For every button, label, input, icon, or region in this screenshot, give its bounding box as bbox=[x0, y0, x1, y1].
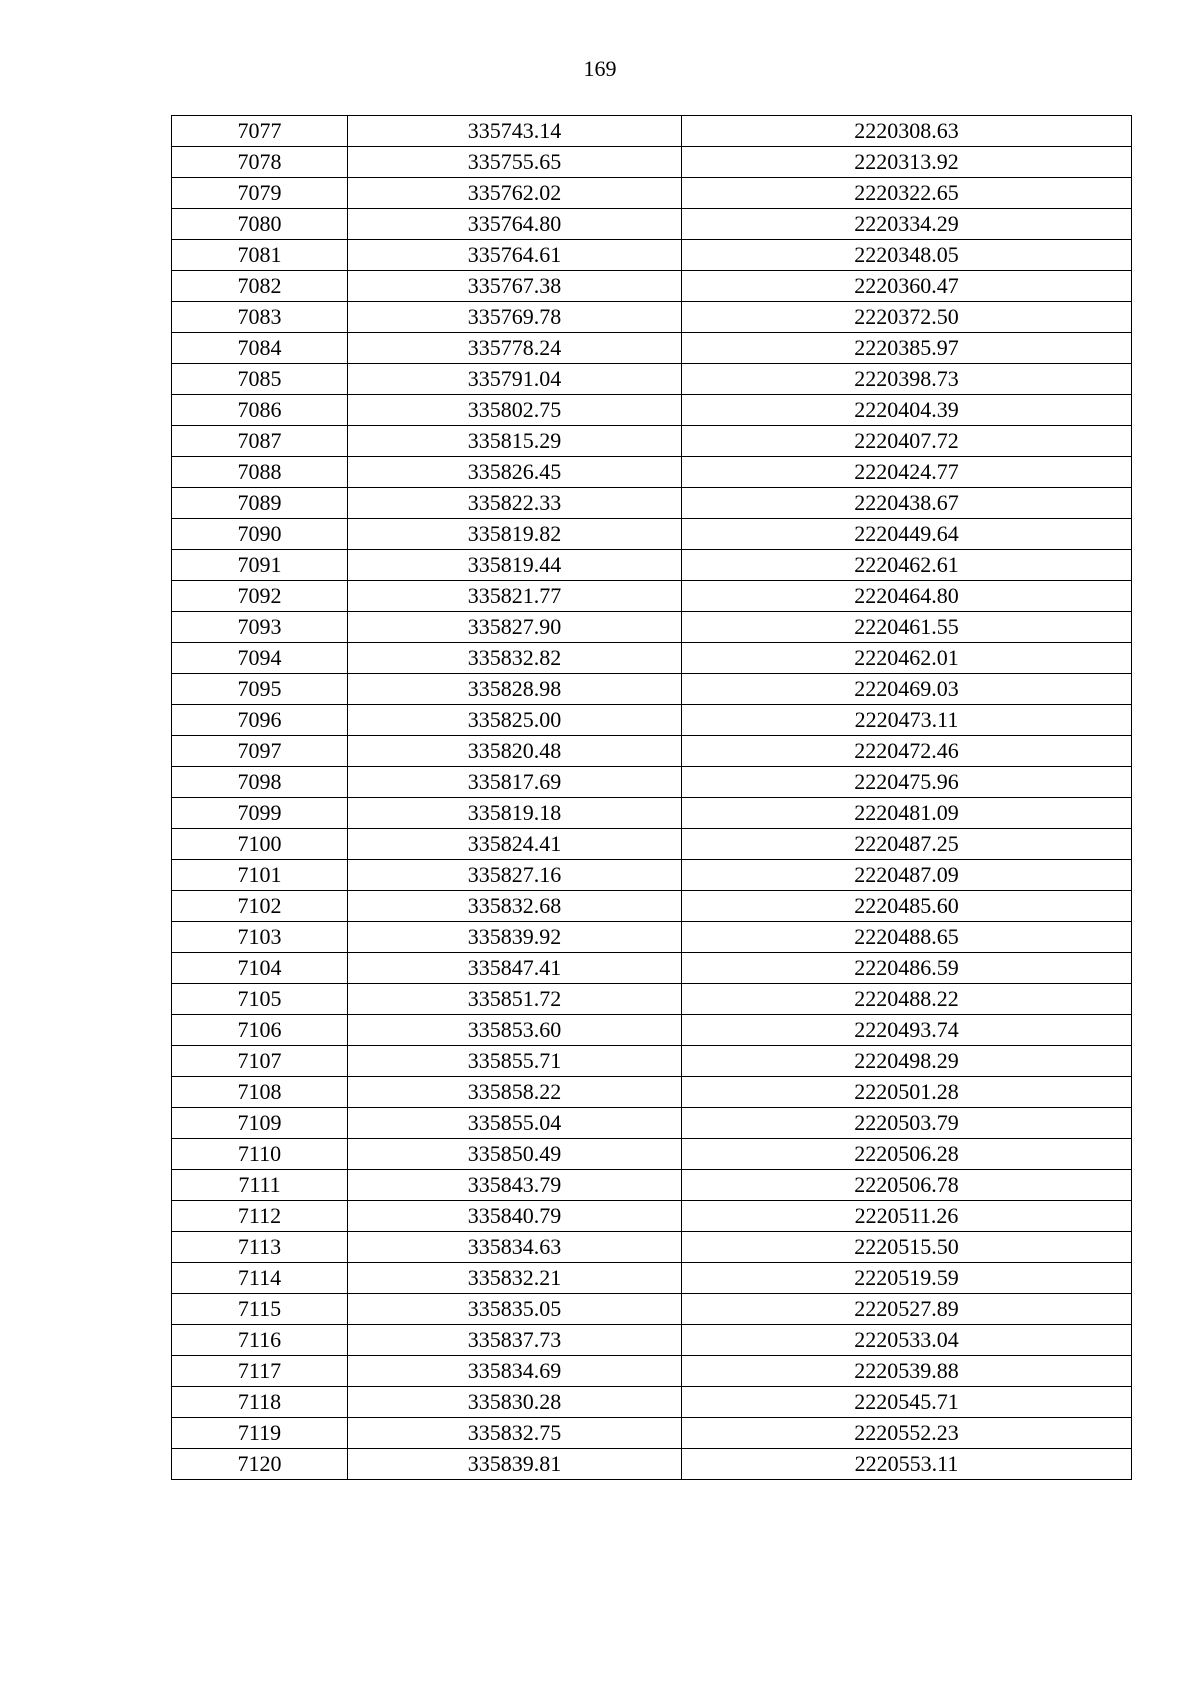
y-coordinate-cell: 2220481.09 bbox=[682, 798, 1132, 829]
y-coordinate-cell: 2220493.74 bbox=[682, 1015, 1132, 1046]
table-row bbox=[172, 240, 1132, 271]
y-coordinate-cell: 2220506.78 bbox=[682, 1170, 1132, 1201]
y-coordinate-cell: 2220360.47 bbox=[682, 271, 1132, 302]
x-coordinate-cell: 335855.04 bbox=[348, 1108, 682, 1139]
point-number-cell: 7111 bbox=[172, 1170, 348, 1201]
x-coordinate-cell: 335762.02 bbox=[348, 178, 682, 209]
table-row bbox=[172, 643, 1132, 674]
table-row bbox=[172, 209, 1132, 240]
x-coordinate-cell: 335819.44 bbox=[348, 550, 682, 581]
point-number-cell: 7096 bbox=[172, 705, 348, 736]
point-number-cell: 7102 bbox=[172, 891, 348, 922]
x-coordinate-cell: 335822.33 bbox=[348, 488, 682, 519]
table-body bbox=[172, 116, 1132, 1480]
point-number-cell: 7078 bbox=[172, 147, 348, 178]
x-coordinate-cell: 335820.48 bbox=[348, 736, 682, 767]
table-row bbox=[172, 1418, 1132, 1449]
table-row bbox=[172, 395, 1132, 426]
y-coordinate-cell: 2220501.28 bbox=[682, 1077, 1132, 1108]
y-coordinate-cell: 2220488.22 bbox=[682, 984, 1132, 1015]
x-coordinate-cell: 335853.60 bbox=[348, 1015, 682, 1046]
point-number-cell: 7083 bbox=[172, 302, 348, 333]
point-number-cell: 7120 bbox=[172, 1449, 348, 1480]
x-coordinate-cell: 335826.45 bbox=[348, 457, 682, 488]
y-coordinate-cell: 2220503.79 bbox=[682, 1108, 1132, 1139]
y-coordinate-cell: 2220488.65 bbox=[682, 922, 1132, 953]
x-coordinate-cell: 335764.61 bbox=[348, 240, 682, 271]
point-number-cell: 7119 bbox=[172, 1418, 348, 1449]
y-coordinate-cell: 2220533.04 bbox=[682, 1325, 1132, 1356]
point-number-cell: 7106 bbox=[172, 1015, 348, 1046]
table-row bbox=[172, 1356, 1132, 1387]
table-row bbox=[172, 1170, 1132, 1201]
x-coordinate-cell: 335858.22 bbox=[348, 1077, 682, 1108]
x-coordinate-cell: 335834.69 bbox=[348, 1356, 682, 1387]
table-row bbox=[172, 922, 1132, 953]
y-coordinate-cell: 2220498.29 bbox=[682, 1046, 1132, 1077]
x-coordinate-cell: 335755.65 bbox=[348, 147, 682, 178]
point-number-cell: 7077 bbox=[172, 116, 348, 147]
x-coordinate-cell: 335835.05 bbox=[348, 1294, 682, 1325]
table-row bbox=[172, 364, 1132, 395]
y-coordinate-cell: 2220527.89 bbox=[682, 1294, 1132, 1325]
table-row bbox=[172, 302, 1132, 333]
point-number-cell: 7097 bbox=[172, 736, 348, 767]
table-row bbox=[172, 1387, 1132, 1418]
x-coordinate-cell: 335825.00 bbox=[348, 705, 682, 736]
x-coordinate-cell: 335828.98 bbox=[348, 674, 682, 705]
x-coordinate-cell: 335819.18 bbox=[348, 798, 682, 829]
y-coordinate-cell: 2220407.72 bbox=[682, 426, 1132, 457]
table-row bbox=[172, 550, 1132, 581]
x-coordinate-cell: 335850.49 bbox=[348, 1139, 682, 1170]
x-coordinate-cell: 335743.14 bbox=[348, 116, 682, 147]
point-number-cell: 7103 bbox=[172, 922, 348, 953]
y-coordinate-cell: 2220308.63 bbox=[682, 116, 1132, 147]
point-number-cell: 7099 bbox=[172, 798, 348, 829]
table-row bbox=[172, 1015, 1132, 1046]
table-row bbox=[172, 674, 1132, 705]
y-coordinate-cell: 2220552.23 bbox=[682, 1418, 1132, 1449]
point-number-cell: 7091 bbox=[172, 550, 348, 581]
x-coordinate-cell: 335767.38 bbox=[348, 271, 682, 302]
y-coordinate-cell: 2220322.65 bbox=[682, 178, 1132, 209]
table-row bbox=[172, 271, 1132, 302]
point-number-cell: 7108 bbox=[172, 1077, 348, 1108]
point-number-cell: 7090 bbox=[172, 519, 348, 550]
point-number-cell: 7118 bbox=[172, 1387, 348, 1418]
y-coordinate-cell: 2220472.46 bbox=[682, 736, 1132, 767]
x-coordinate-cell: 335802.75 bbox=[348, 395, 682, 426]
point-number-cell: 7100 bbox=[172, 829, 348, 860]
table-row bbox=[172, 178, 1132, 209]
y-coordinate-cell: 2220462.61 bbox=[682, 550, 1132, 581]
point-number-cell: 7112 bbox=[172, 1201, 348, 1232]
x-coordinate-cell: 335769.78 bbox=[348, 302, 682, 333]
x-coordinate-cell: 335819.82 bbox=[348, 519, 682, 550]
point-number-cell: 7087 bbox=[172, 426, 348, 457]
y-coordinate-cell: 2220519.59 bbox=[682, 1263, 1132, 1294]
table-row bbox=[172, 767, 1132, 798]
y-coordinate-cell: 2220404.39 bbox=[682, 395, 1132, 426]
table-row bbox=[172, 798, 1132, 829]
y-coordinate-cell: 2220461.55 bbox=[682, 612, 1132, 643]
y-coordinate-cell: 2220553.11 bbox=[682, 1449, 1132, 1480]
x-coordinate-cell: 335824.41 bbox=[348, 829, 682, 860]
point-number-cell: 7109 bbox=[172, 1108, 348, 1139]
x-coordinate-cell: 335843.79 bbox=[348, 1170, 682, 1201]
table-row bbox=[172, 1046, 1132, 1077]
x-coordinate-cell: 335839.92 bbox=[348, 922, 682, 953]
x-coordinate-cell: 335827.90 bbox=[348, 612, 682, 643]
x-coordinate-cell: 335791.04 bbox=[348, 364, 682, 395]
point-number-cell: 7107 bbox=[172, 1046, 348, 1077]
table-row bbox=[172, 1201, 1132, 1232]
table-row bbox=[172, 333, 1132, 364]
x-coordinate-cell: 335855.71 bbox=[348, 1046, 682, 1077]
point-number-cell: 7093 bbox=[172, 612, 348, 643]
table-row bbox=[172, 1108, 1132, 1139]
point-number-cell: 7088 bbox=[172, 457, 348, 488]
point-number-cell: 7081 bbox=[172, 240, 348, 271]
x-coordinate-cell: 335764.80 bbox=[348, 209, 682, 240]
point-number-cell: 7094 bbox=[172, 643, 348, 674]
x-coordinate-cell: 335834.63 bbox=[348, 1232, 682, 1263]
y-coordinate-cell: 2220385.97 bbox=[682, 333, 1132, 364]
y-coordinate-cell: 2220313.92 bbox=[682, 147, 1132, 178]
coordinates-table bbox=[171, 115, 1132, 1480]
y-coordinate-cell: 2220334.29 bbox=[682, 209, 1132, 240]
y-coordinate-cell: 2220424.77 bbox=[682, 457, 1132, 488]
point-number-cell: 7104 bbox=[172, 953, 348, 984]
y-coordinate-cell: 2220438.67 bbox=[682, 488, 1132, 519]
x-coordinate-cell: 335832.75 bbox=[348, 1418, 682, 1449]
point-number-cell: 7082 bbox=[172, 271, 348, 302]
x-coordinate-cell: 335847.41 bbox=[348, 953, 682, 984]
table-row bbox=[172, 426, 1132, 457]
x-coordinate-cell: 335827.16 bbox=[348, 860, 682, 891]
y-coordinate-cell: 2220464.80 bbox=[682, 581, 1132, 612]
y-coordinate-cell: 2220473.11 bbox=[682, 705, 1132, 736]
y-coordinate-cell: 2220545.71 bbox=[682, 1387, 1132, 1418]
table-row bbox=[172, 1325, 1132, 1356]
y-coordinate-cell: 2220372.50 bbox=[682, 302, 1132, 333]
page-number: 169 bbox=[583, 56, 617, 81]
table-row bbox=[172, 1263, 1132, 1294]
x-coordinate-cell: 335815.29 bbox=[348, 426, 682, 457]
point-number-cell: 7089 bbox=[172, 488, 348, 519]
point-number-cell: 7115 bbox=[172, 1294, 348, 1325]
table-row bbox=[172, 891, 1132, 922]
table-row bbox=[172, 116, 1132, 147]
y-coordinate-cell: 2220485.60 bbox=[682, 891, 1132, 922]
table-row bbox=[172, 612, 1132, 643]
point-number-cell: 7117 bbox=[172, 1356, 348, 1387]
y-coordinate-cell: 2220539.88 bbox=[682, 1356, 1132, 1387]
x-coordinate-cell: 335839.81 bbox=[348, 1449, 682, 1480]
table-row bbox=[172, 1449, 1132, 1480]
y-coordinate-cell: 2220398.73 bbox=[682, 364, 1132, 395]
y-coordinate-cell: 2220515.50 bbox=[682, 1232, 1132, 1263]
x-coordinate-cell: 335821.77 bbox=[348, 581, 682, 612]
y-coordinate-cell: 2220506.28 bbox=[682, 1139, 1132, 1170]
y-coordinate-cell: 2220511.26 bbox=[682, 1201, 1132, 1232]
point-number-cell: 7101 bbox=[172, 860, 348, 891]
table-row bbox=[172, 953, 1132, 984]
table-row bbox=[172, 581, 1132, 612]
y-coordinate-cell: 2220449.64 bbox=[682, 519, 1132, 550]
table-row bbox=[172, 1294, 1132, 1325]
y-coordinate-cell: 2220487.25 bbox=[682, 829, 1132, 860]
point-number-cell: 7092 bbox=[172, 581, 348, 612]
x-coordinate-cell: 335778.24 bbox=[348, 333, 682, 364]
x-coordinate-cell: 335832.68 bbox=[348, 891, 682, 922]
x-coordinate-cell: 335840.79 bbox=[348, 1201, 682, 1232]
point-number-cell: 7095 bbox=[172, 674, 348, 705]
point-number-cell: 7113 bbox=[172, 1232, 348, 1263]
y-coordinate-cell: 2220487.09 bbox=[682, 860, 1132, 891]
x-coordinate-cell: 335837.73 bbox=[348, 1325, 682, 1356]
x-coordinate-cell: 335830.28 bbox=[348, 1387, 682, 1418]
point-number-cell: 7114 bbox=[172, 1263, 348, 1294]
point-number-cell: 7080 bbox=[172, 209, 348, 240]
y-coordinate-cell: 2220469.03 bbox=[682, 674, 1132, 705]
table-row bbox=[172, 488, 1132, 519]
point-number-cell: 7085 bbox=[172, 364, 348, 395]
y-coordinate-cell: 2220486.59 bbox=[682, 953, 1132, 984]
x-coordinate-cell: 335851.72 bbox=[348, 984, 682, 1015]
table-row bbox=[172, 984, 1132, 1015]
x-coordinate-cell: 335832.82 bbox=[348, 643, 682, 674]
x-coordinate-cell: 335817.69 bbox=[348, 767, 682, 798]
table-row bbox=[172, 457, 1132, 488]
table-row bbox=[172, 1232, 1132, 1263]
table-row bbox=[172, 829, 1132, 860]
point-number-cell: 7086 bbox=[172, 395, 348, 426]
table-row bbox=[172, 519, 1132, 550]
point-number-cell: 7116 bbox=[172, 1325, 348, 1356]
table-row bbox=[172, 860, 1132, 891]
table-row bbox=[172, 1139, 1132, 1170]
y-coordinate-cell: 2220462.01 bbox=[682, 643, 1132, 674]
y-coordinate-cell: 2220348.05 bbox=[682, 240, 1132, 271]
point-number-cell: 7105 bbox=[172, 984, 348, 1015]
table-row bbox=[172, 736, 1132, 767]
table-row bbox=[172, 147, 1132, 178]
x-coordinate-cell: 335832.21 bbox=[348, 1263, 682, 1294]
point-number-cell: 7110 bbox=[172, 1139, 348, 1170]
point-number-cell: 7079 bbox=[172, 178, 348, 209]
point-number-cell: 7084 bbox=[172, 333, 348, 364]
point-number-cell: 7098 bbox=[172, 767, 348, 798]
y-coordinate-cell: 2220475.96 bbox=[682, 767, 1132, 798]
table-row bbox=[172, 705, 1132, 736]
table-row bbox=[172, 1077, 1132, 1108]
